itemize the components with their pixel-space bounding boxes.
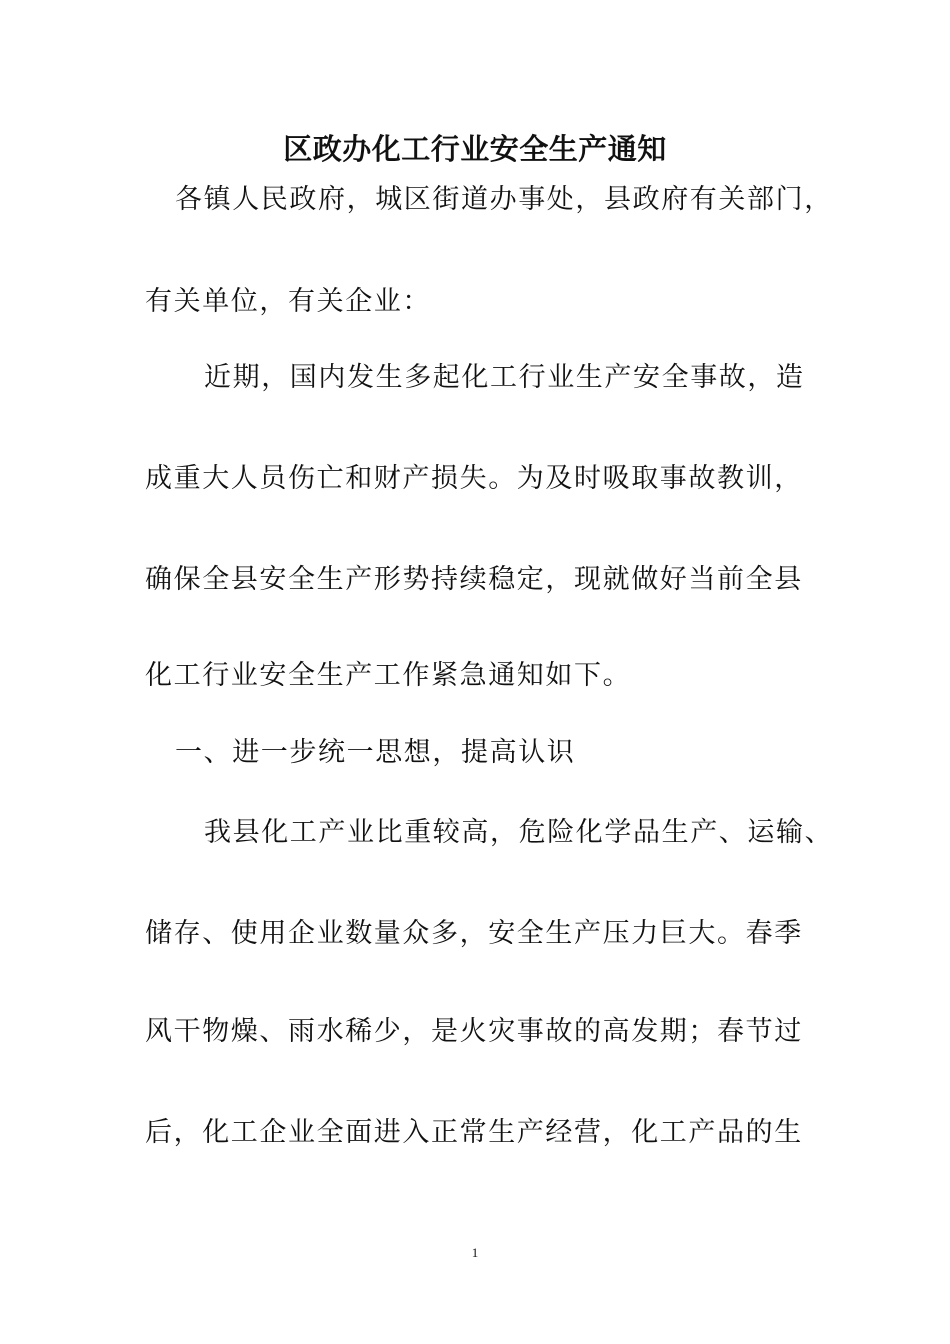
text-line-paragraph1-2: 成重大人员伤亡和财产损失。为及时吸取事故教训， bbox=[145, 463, 803, 494]
text-line-paragraph1-3: 确保全县安全生产形势持续稳定，现就做好当前全县 bbox=[145, 564, 803, 595]
text-line-paragraph2-2: 储存、使用企业数量众多，安全生产压力巨大。春季 bbox=[145, 918, 803, 949]
text-line-paragraph2-3: 风干物燥、雨水稀少，是火灾事故的高发期；春节过 bbox=[145, 1016, 803, 1047]
document-title: 区政办化工行业安全生产通知 bbox=[283, 132, 667, 166]
text-line-paragraph2-4: 后，化工企业全面进入正常生产经营，化工产品的生 bbox=[145, 1117, 803, 1148]
text-line-paragraph1-4: 化工行业安全生产工作紧急通知如下。 bbox=[145, 660, 632, 691]
text-line-paragraph1-1: 近期，国内发生多起化工行业生产安全事故，造 bbox=[204, 362, 805, 393]
page-number: 1 bbox=[471, 1245, 479, 1260]
text-line-paragraph2-1: 我县化工产业比重较高，危险化学品生产、运输、 bbox=[204, 817, 834, 848]
text-line-addressee-1: 各镇人民政府，城区街道办事处，县政府有关部门， bbox=[175, 184, 833, 215]
section-heading-1: 一、进一步统一思想，提高认识 bbox=[175, 737, 576, 768]
text-line-addressee-2: 有关单位，有关企业： bbox=[145, 286, 431, 317]
